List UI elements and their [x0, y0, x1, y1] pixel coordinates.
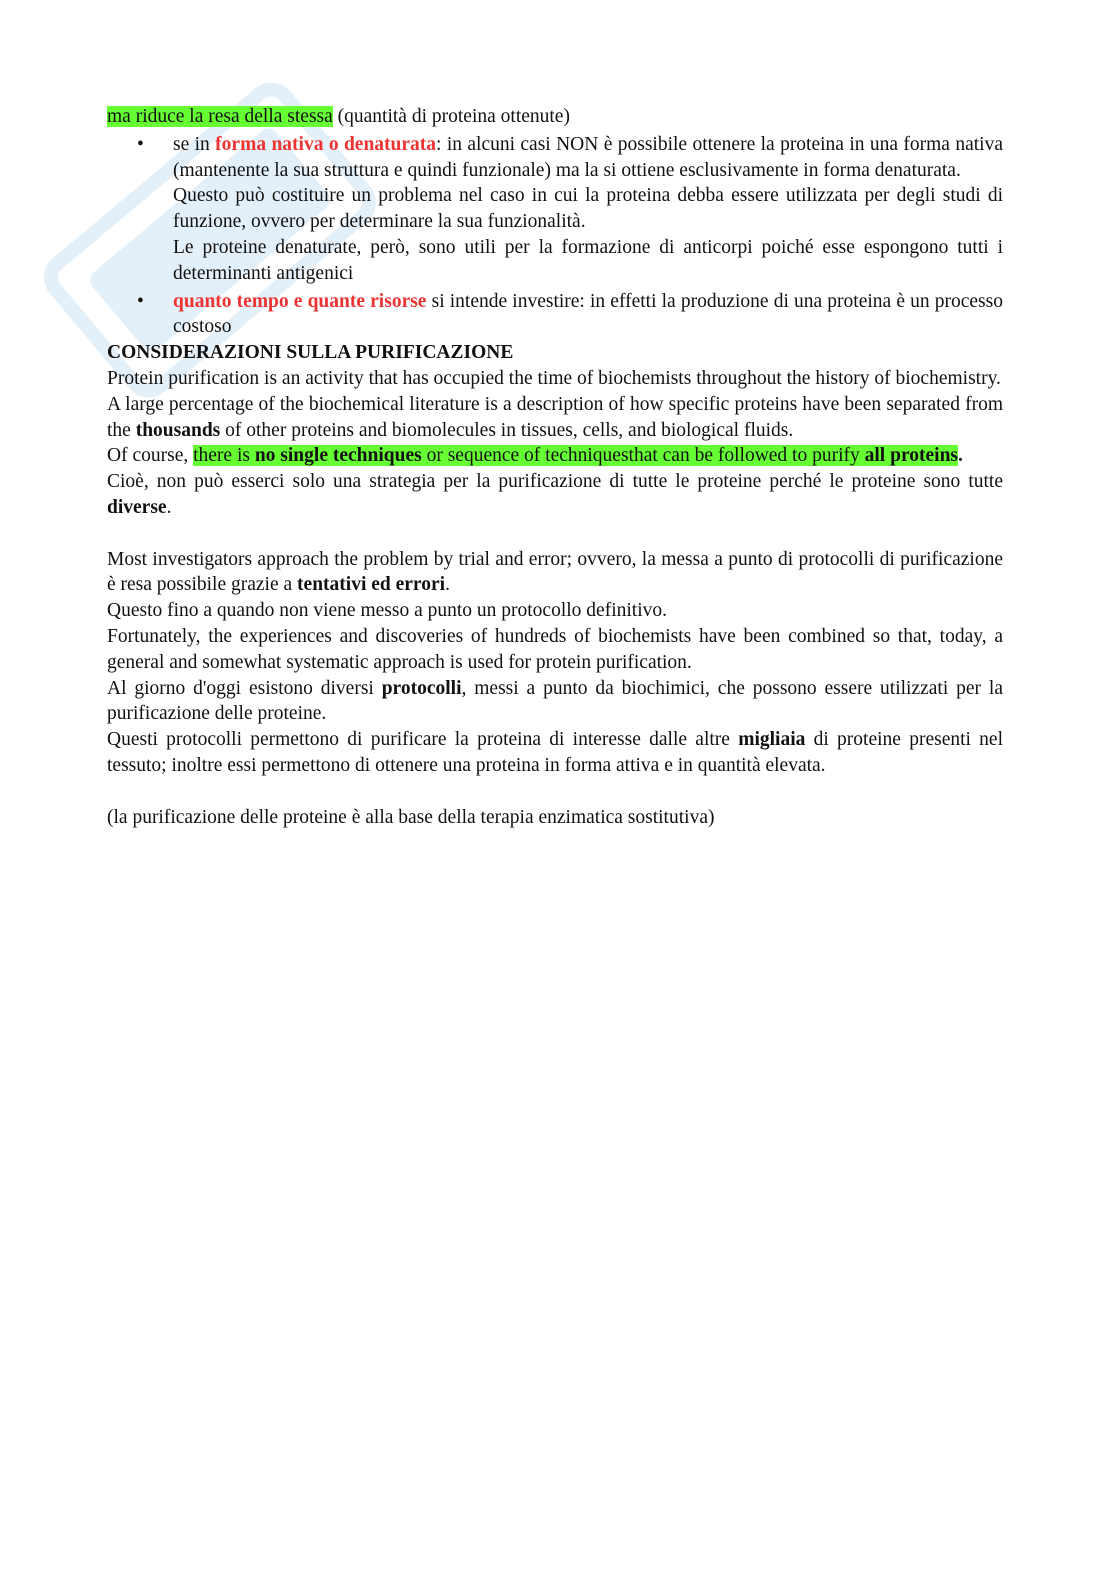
bullet-text: si intende investire: in effetti la produzione di una proteina è un processo costoso: [173, 290, 1003, 338]
bullet-item-time: [107, 289, 1003, 341]
paragraph: [107, 676, 1003, 728]
bold-term: migliaia: [738, 729, 806, 751]
bullet-red-term: quanto tempo e quante risorse: [173, 290, 427, 312]
highlight-part: or sequence of techniquesthat can be followed to purify: [421, 445, 865, 467]
document-body: [107, 104, 1003, 830]
intro-highlight: ma riduce la resa della stessa: [107, 106, 333, 127]
bold-term: all proteins: [864, 445, 958, 467]
paragraph-text: , messi a punto da biochimici, che possono essere utilizzati per la purificazione delle proteine.: [107, 677, 1003, 725]
paragraph-text: .: [166, 496, 172, 518]
spacer: [107, 521, 1003, 547]
intro-rest: (quantità di proteina ottenute): [332, 106, 570, 127]
paragraph: [107, 547, 1003, 599]
paragraph: [107, 443, 1003, 469]
bold-term: tentativi ed errori: [297, 574, 446, 596]
spacer: [107, 779, 1003, 805]
paragraph: [107, 727, 1003, 779]
intro-line: [107, 104, 1003, 130]
paragraph: [107, 392, 1003, 444]
bold-term: diverse: [107, 496, 167, 518]
paragraph-text: A large percentage of the biochemical literature is a description of how specific proteins have been separated from the: [107, 393, 1003, 441]
paragraph-text: .: [445, 574, 450, 596]
closing-note: (la purificazione delle proteine è alla base della terapia enzimatica sostitutiva): [107, 806, 715, 828]
paragraph-text: of other proteins and biomolecules in tissues, cells, and biological fluids.: [220, 419, 794, 441]
bullet-red-term: forma nativa o denaturata: [215, 133, 437, 155]
bold-term: protocolli: [381, 677, 462, 699]
bullet-icon: •: [137, 133, 144, 155]
bullet-text: : in alcuni casi NON è possibile ottenere la proteina in una forma nativa (mantenente la sua struttura e quindi funzionale) ma la si ottiene esclusivamente in forma denaturata.: [173, 133, 1003, 181]
paragraph-text: Of course,: [107, 445, 194, 467]
paragraph-text: Al giorno d'oggi esistono diversi: [107, 677, 382, 699]
paragraph: Questo fino a quando non viene messo a punto un protocollo definitivo.: [107, 600, 667, 622]
bullet-icon: •: [137, 290, 144, 312]
highlight-text: [193, 445, 958, 466]
bullet-paragraph: Le proteine denaturate, però, sono utili per la formazione di anticorpi poiché esse espongono tutti i determinanti antigenici: [173, 236, 1003, 284]
paragraph-text: di proteine presenti nel tessuto; inoltre essi permettono di ottenere una proteina in forma attiva e in quantità elevata.: [107, 729, 1004, 776]
paragraph-text: Most investigators approach the problem by trial and error; ovvero, la messa a punto di protocolli di purificazione è resa possibile grazie a: [107, 548, 1003, 596]
paragraph: Protein purification is an activity that has occupied the time of biochemists throughout the history of biochemistry.: [107, 367, 1001, 389]
paragraph: [107, 469, 1003, 521]
bullet-list: [107, 132, 1003, 340]
section-heading: CONSIDERAZIONI SULLA PURIFICAZIONE: [107, 342, 514, 364]
paragraph-text: Cioè, non può esserci solo una strategia per la purificazione di tutte le proteine perché le proteine sono tutte: [107, 471, 1003, 493]
bullet-paragraph: Questo può costituire un problema nel caso in cui la proteina debba essere utilizzata per degli studi di funzione, ovvero per determinare la sua funzionalità.: [173, 185, 1003, 233]
bullet-item-native: [107, 132, 1003, 287]
paragraph-end: .: [958, 445, 963, 467]
highlight-part: there is: [193, 445, 255, 467]
bold-term: no single techniques: [254, 445, 422, 467]
paragraph: Fortunately, the experiences and discoveries of hundreds of biochemists have been combined so that, today, a general and somewhat systematic approach is used for protein purification.: [107, 625, 1003, 673]
bullet-text: se in: [173, 133, 216, 155]
paragraph-text: Questi protocolli permettono di purificare la proteina di interesse dalle altre: [107, 729, 739, 751]
bold-term: thousands: [135, 419, 221, 441]
